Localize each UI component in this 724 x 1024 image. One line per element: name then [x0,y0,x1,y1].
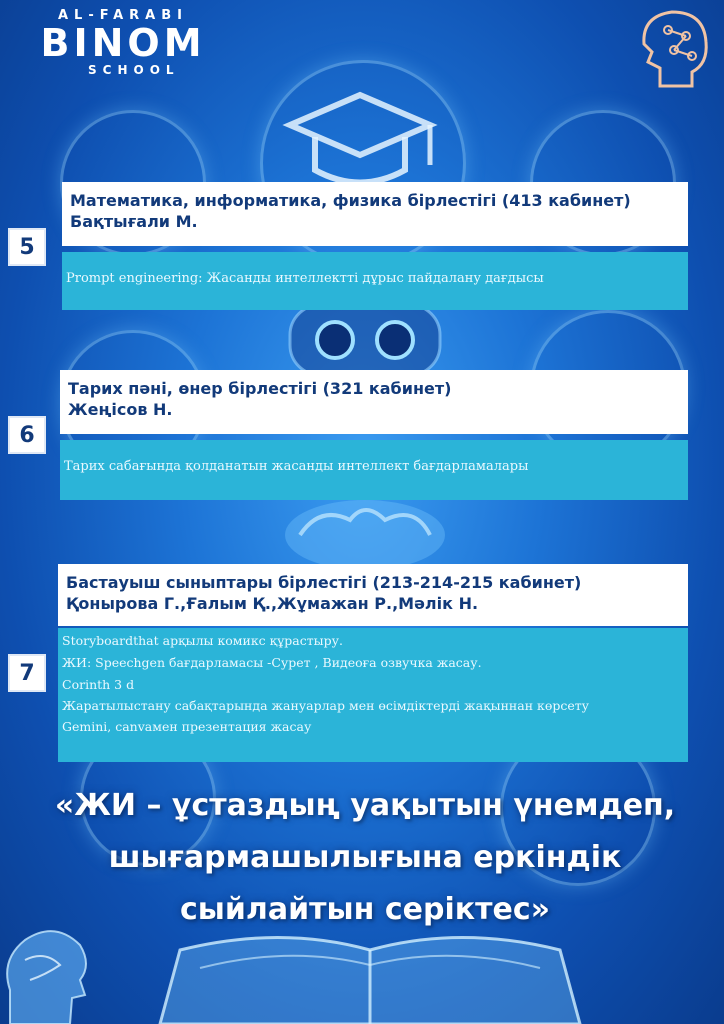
section-6-topic: Тарих сабағында қолданатын жасанды интеллект бағдарламалары [64,459,529,474]
section-number-6: 6 [8,416,46,454]
quote-line1: «ЖИ – ұстаздың уақытын үнемдеп, [54,788,676,823]
robot-face-icon [285,300,445,380]
brain-glow-icon [280,490,450,570]
section-5-topic: Prompt engineering: Жасанды интеллектті дұрыс пайдалану дағдысы [66,271,544,286]
section-7-heading-line1: Бастауыш сыныптары бірлестігі (213-214-215 кабинет) [66,573,582,592]
logo-top-text: AL-FARABI [57,8,188,23]
section-7-topics [58,628,688,762]
section-number-7: 7 [8,654,46,692]
section-5-heading [62,182,688,246]
quote-line3: сыйлайтын серіктес» [179,892,550,927]
section-5-heading-line2: Бақтығали М. [70,212,198,231]
ai-profile-icon [0,920,96,1024]
section-7-topic: ЖИ: Speechgen бағдарламасы -Сурет , Видеоға озвучка жасау. [62,655,482,670]
school-logo [28,8,218,77]
section-number-5: 5 [8,228,46,266]
section-5-topics [62,252,688,310]
section-5-heading-line1: Математика, информатика, физика бірлестігі (413 кабинет) [70,191,631,210]
open-book-icon [150,920,590,1024]
logo-bottom-text: SCHOOL [88,63,180,77]
section-7-heading-line2: Қонырова Г.,Ғалым Қ.,Жұмажан Р.,Мәлік Н. [66,594,479,613]
section-7-topic: Gemini, canvaмен презентация жасау [62,719,312,734]
section-7-topic: Corinth 3 d [62,677,135,692]
section-6-topics [60,440,688,500]
section-6-heading-line2: Жеңісов Н. [68,400,173,419]
logo-main-text: BINOM [40,21,206,65]
section-7-topic: Storyboardthat арқылы комикс құрастыру. [62,633,343,648]
quote-line2: шығармашылығына еркіндік [108,840,622,875]
section-6-heading [60,370,688,434]
ai-head-icon [630,6,712,92]
section-7-heading [58,564,688,626]
section-6-heading-line1: Тарих пәні, өнер бірлестігі (321 кабинет) [68,379,452,398]
section-7-topic: Жаратылыстану сабақтарында жануарлар мен өсімдіктерді жақыннан көрсету [62,698,590,713]
closing-quote [40,780,690,936]
